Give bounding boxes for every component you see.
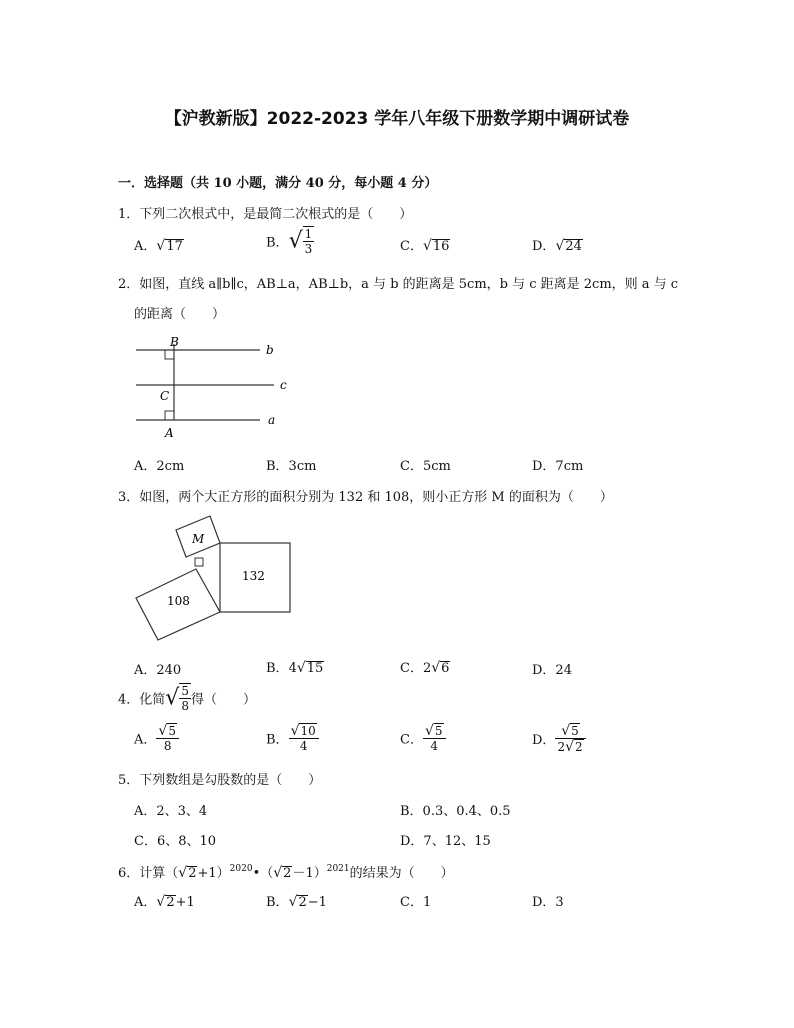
fraction bbox=[156, 723, 179, 753]
page-title: 【沪教新版】2022-2023 学年八年级下册数学期中调研试卷 bbox=[164, 109, 630, 129]
right-angle-mark bbox=[195, 558, 203, 566]
radicand: 5 bbox=[571, 724, 579, 738]
stem-part: －1） bbox=[292, 866, 327, 881]
exponent: 2020 bbox=[229, 864, 253, 874]
sqrt-sign: √ bbox=[565, 739, 574, 755]
sqrt-sign: √ bbox=[561, 723, 571, 739]
stem-part: 的结果为（ ） bbox=[349, 866, 454, 881]
label-108: 108 bbox=[167, 594, 190, 608]
option-label: A． bbox=[134, 239, 157, 254]
denominator: 3 bbox=[304, 242, 313, 256]
question-2-stem: 2．如图，直线 a∥b∥c，AB⊥a，AB⊥b，a 与 b 的距离是 5cm，b 与 c 距离是 2cm，则 a 与 c bbox=[118, 277, 679, 292]
sqrt-sign: √ bbox=[165, 685, 180, 711]
q5-option-c: C．6、8、10 bbox=[134, 834, 217, 849]
label-line-c: c bbox=[280, 378, 287, 392]
q2-option-b: B．3cm bbox=[266, 459, 317, 474]
denominator: 8 bbox=[181, 699, 189, 713]
option-label: D． bbox=[532, 239, 556, 254]
q1-option-c bbox=[400, 235, 450, 254]
label-line-a: a bbox=[268, 413, 276, 427]
numerator: 5 bbox=[181, 684, 189, 698]
radicand: 6 bbox=[441, 661, 450, 676]
fraction bbox=[423, 723, 446, 753]
question-4-stem bbox=[118, 683, 256, 713]
q5-option-a: A．2、3、4 bbox=[134, 804, 208, 819]
label-b-point: B bbox=[170, 335, 179, 349]
question-3-stem: 3．如图，两个大正方形的面积分别为 132 和 108，则小正方形 M 的面积为（ ） bbox=[118, 490, 613, 505]
coefficient: 4 bbox=[288, 661, 297, 676]
radicand: 15 bbox=[306, 661, 324, 676]
label-a-point: A bbox=[165, 426, 174, 440]
sqrt-sign: √ bbox=[178, 865, 188, 881]
tail: +1 bbox=[175, 895, 195, 910]
option-label: B． bbox=[266, 732, 289, 748]
option-label: C． bbox=[400, 661, 423, 676]
radicand: 2 bbox=[166, 895, 175, 910]
q5-option-b: B．0.3、0.4、0.5 bbox=[400, 804, 511, 819]
stem-part: 6．计算（ bbox=[118, 866, 179, 881]
radicand: 16 bbox=[432, 239, 450, 254]
denominator bbox=[555, 739, 585, 754]
radicand: 10 bbox=[300, 724, 316, 738]
q4-option-a bbox=[134, 723, 179, 753]
radicand: 2 bbox=[575, 740, 583, 754]
sqrt-sign: √ bbox=[288, 894, 298, 910]
radicand: 2 bbox=[188, 866, 197, 881]
radicand: 24 bbox=[565, 239, 582, 254]
radicand: 5 bbox=[434, 724, 443, 738]
numerator bbox=[555, 723, 585, 739]
denominator: 8 bbox=[163, 739, 172, 753]
numerator bbox=[156, 723, 179, 739]
radicand: 2 bbox=[283, 866, 292, 881]
numerator: 1 bbox=[304, 227, 313, 241]
denominator: 4 bbox=[299, 739, 308, 753]
stem-prefix: 4．化简 bbox=[118, 692, 166, 708]
fraction bbox=[179, 683, 191, 713]
figure-parallel-lines bbox=[134, 334, 294, 442]
option-label: A． bbox=[134, 732, 157, 748]
sqrt-sign: √ bbox=[273, 865, 283, 881]
stem-part: •（ bbox=[252, 866, 274, 881]
option-label: A． bbox=[134, 895, 157, 910]
radicand: 17 bbox=[166, 239, 183, 254]
sqrt-sign: √ bbox=[288, 228, 303, 254]
sqrt-sign: √ bbox=[424, 723, 434, 739]
q4-option-c bbox=[400, 723, 446, 753]
option-label: B． bbox=[266, 235, 289, 251]
option-label: B． bbox=[266, 895, 289, 910]
section-heading: 一．选择题（共 10 小题，满分 40 分，每小题 4 分） bbox=[118, 176, 438, 191]
q4-option-d bbox=[532, 723, 586, 754]
q1-option-d bbox=[532, 235, 583, 254]
q3-option-d: D．24 bbox=[532, 663, 572, 678]
stem-part: +1） bbox=[197, 866, 230, 881]
option-label: C． bbox=[400, 732, 423, 748]
radicand: 2 bbox=[298, 895, 307, 910]
q1-option-b bbox=[266, 226, 314, 256]
question-5-stem: 5．下列数组是勾股数的是（ ） bbox=[118, 773, 322, 788]
sqrt-sign: √ bbox=[555, 238, 565, 254]
fraction bbox=[555, 723, 585, 754]
q6-option-a bbox=[134, 891, 195, 910]
q2-option-d: D．7cm bbox=[532, 459, 584, 474]
exponent: 2021 bbox=[326, 864, 350, 874]
tail: −1 bbox=[307, 895, 327, 910]
sqrt-sign: √ bbox=[290, 723, 300, 739]
sqrt-sign: √ bbox=[431, 660, 441, 676]
question-6-stem bbox=[118, 862, 454, 881]
sqrt-sign: √ bbox=[156, 238, 166, 254]
sqrt-sign: √ bbox=[156, 894, 166, 910]
q3-option-b bbox=[266, 657, 324, 676]
sqrt-sign: √ bbox=[158, 723, 168, 739]
label-132: 132 bbox=[242, 569, 265, 583]
right-angle-a bbox=[165, 411, 174, 420]
fraction bbox=[303, 226, 315, 256]
stem-suffix: 得（ ） bbox=[190, 692, 256, 708]
label-line-b: b bbox=[266, 343, 274, 357]
sqrt-sign: √ bbox=[422, 238, 432, 254]
figure-squares bbox=[134, 513, 294, 645]
q3-option-c bbox=[400, 657, 450, 676]
q2-option-c: C．5cm bbox=[400, 459, 451, 474]
numerator bbox=[423, 723, 446, 739]
option-label: C． bbox=[400, 239, 423, 254]
numerator bbox=[289, 723, 319, 739]
q2-option-a: A．2cm bbox=[134, 459, 185, 474]
option-label: B． bbox=[266, 661, 289, 676]
q3-option-a: A．240 bbox=[134, 663, 182, 678]
question-2-stem-cont: 的距离（ ） bbox=[134, 307, 226, 322]
radicand: 5 bbox=[168, 724, 176, 738]
option-label: D． bbox=[532, 733, 556, 748]
q6-option-b bbox=[266, 891, 327, 910]
fraction bbox=[289, 723, 319, 753]
coefficient: 2 bbox=[422, 661, 432, 676]
label-m: M bbox=[192, 532, 205, 546]
q6-option-c: C．1 bbox=[400, 895, 432, 910]
right-angle-b bbox=[165, 350, 174, 359]
coefficient: 2 bbox=[557, 740, 566, 754]
sqrt-sign: √ bbox=[296, 660, 306, 676]
q4-option-b bbox=[266, 723, 319, 753]
label-c-point: C bbox=[160, 389, 170, 403]
q1-option-a bbox=[134, 235, 184, 254]
denominator: 4 bbox=[430, 739, 439, 753]
q5-option-d: D．7、12、15 bbox=[400, 834, 491, 849]
q6-option-d: D．3 bbox=[532, 895, 564, 910]
question-1-stem: 1．下列二次根式中，是最简二次根式的是（ ） bbox=[118, 207, 413, 222]
